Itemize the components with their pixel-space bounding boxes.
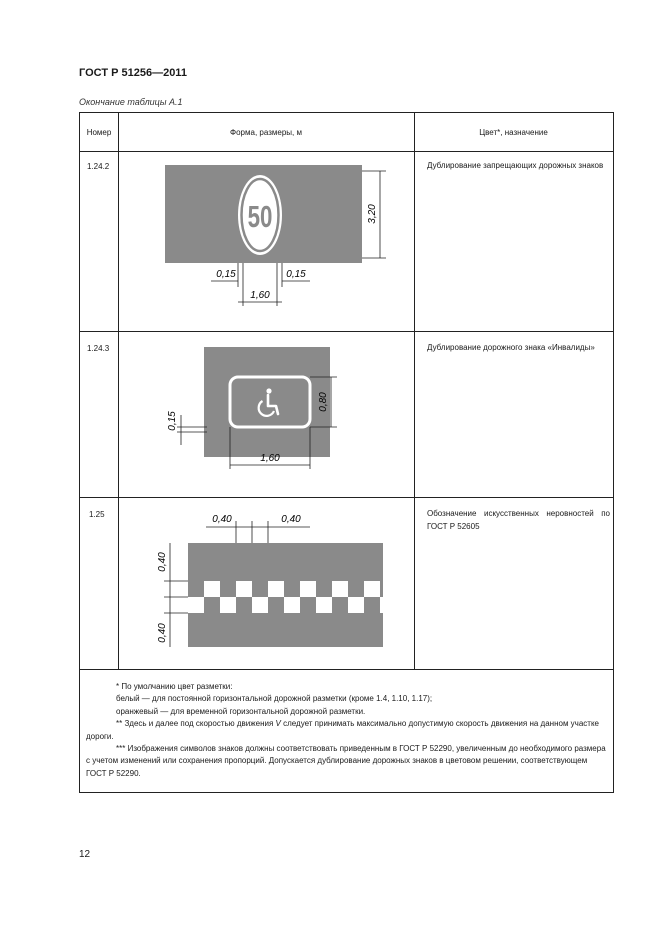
dim-gap: 0,15 [167,411,178,431]
column-divider [118,113,119,669]
dim-height: 3,20 [367,204,378,224]
row-number: 1.24.3 [87,344,110,353]
column-header-form: Форма, размеры, м [230,127,302,137]
row-number: 1.25 [89,510,105,519]
row-divider [80,331,613,332]
figure-1-24-2 [164,163,394,308]
dim-band-top: 0,40 [157,552,168,572]
dim-width: 1,60 [250,290,270,301]
marking-band-top [188,543,383,581]
dim-width: 1,60 [260,453,280,464]
row-number: 1.24.2 [87,162,110,171]
figure-1-24-3 [165,343,380,483]
row-divider [80,497,613,498]
notes-divider [80,669,613,670]
row-purpose: Обозначение искусственных неровностей по ГОСТ Р 52605 [427,509,610,531]
table-caption: Окончание таблицы А.1 [79,97,183,107]
note-orange: оранжевый — для временной горизонтальной дорожной разметки. [116,706,366,716]
row-purpose: Дублирование дорожного знака «Инвалиды» [427,343,595,352]
figure-1-25 [150,505,390,663]
sign-number: 50 [247,199,273,234]
page-number: 12 [79,849,91,860]
note-speed: ** Здесь и далее под скоростью движения V следует принимать максимально допустимую скорость движения на данном участке дороги. [86,719,599,741]
dim-height: 0,80 [318,392,329,412]
column-divider [414,113,415,669]
dim-right-gap: 0,15 [286,269,306,280]
dim-band-bottom: 0,40 [157,623,168,643]
note-default-color: * По умолчанию цвет разметки: [116,682,233,691]
note-white: белый — для постоянной горизонтальной дорожной разметки (кроме 1.4, 1.10, 1.17); [116,694,433,704]
table-notes [80,681,613,780]
header-divider [80,151,613,152]
document-title: ГОСТ Р 51256—2011 [79,67,187,79]
row-purpose: Дублирование запрещающих дорожных знаков [427,161,604,170]
dim-checker-width-right: 0,40 [281,514,301,525]
markings-table [79,112,614,793]
note-symbols: *** Изображения символов знаков должны соответствовать приведенным в ГОСТ Р 52290, увеличенным до необходимого размера с учетом изменений или сохранения пропорций. Допускается дублирование дорожных знаков в цветовом решении, соответствующем ГОСТ Р 52290. [86,744,606,778]
marking-band-bottom [188,613,383,647]
column-header-color: Цвет*, назначение [479,127,548,137]
dim-left-gap: 0,15 [216,269,236,280]
column-header-number: Номер [86,127,112,137]
dim-checker-width-left: 0,40 [212,514,232,525]
